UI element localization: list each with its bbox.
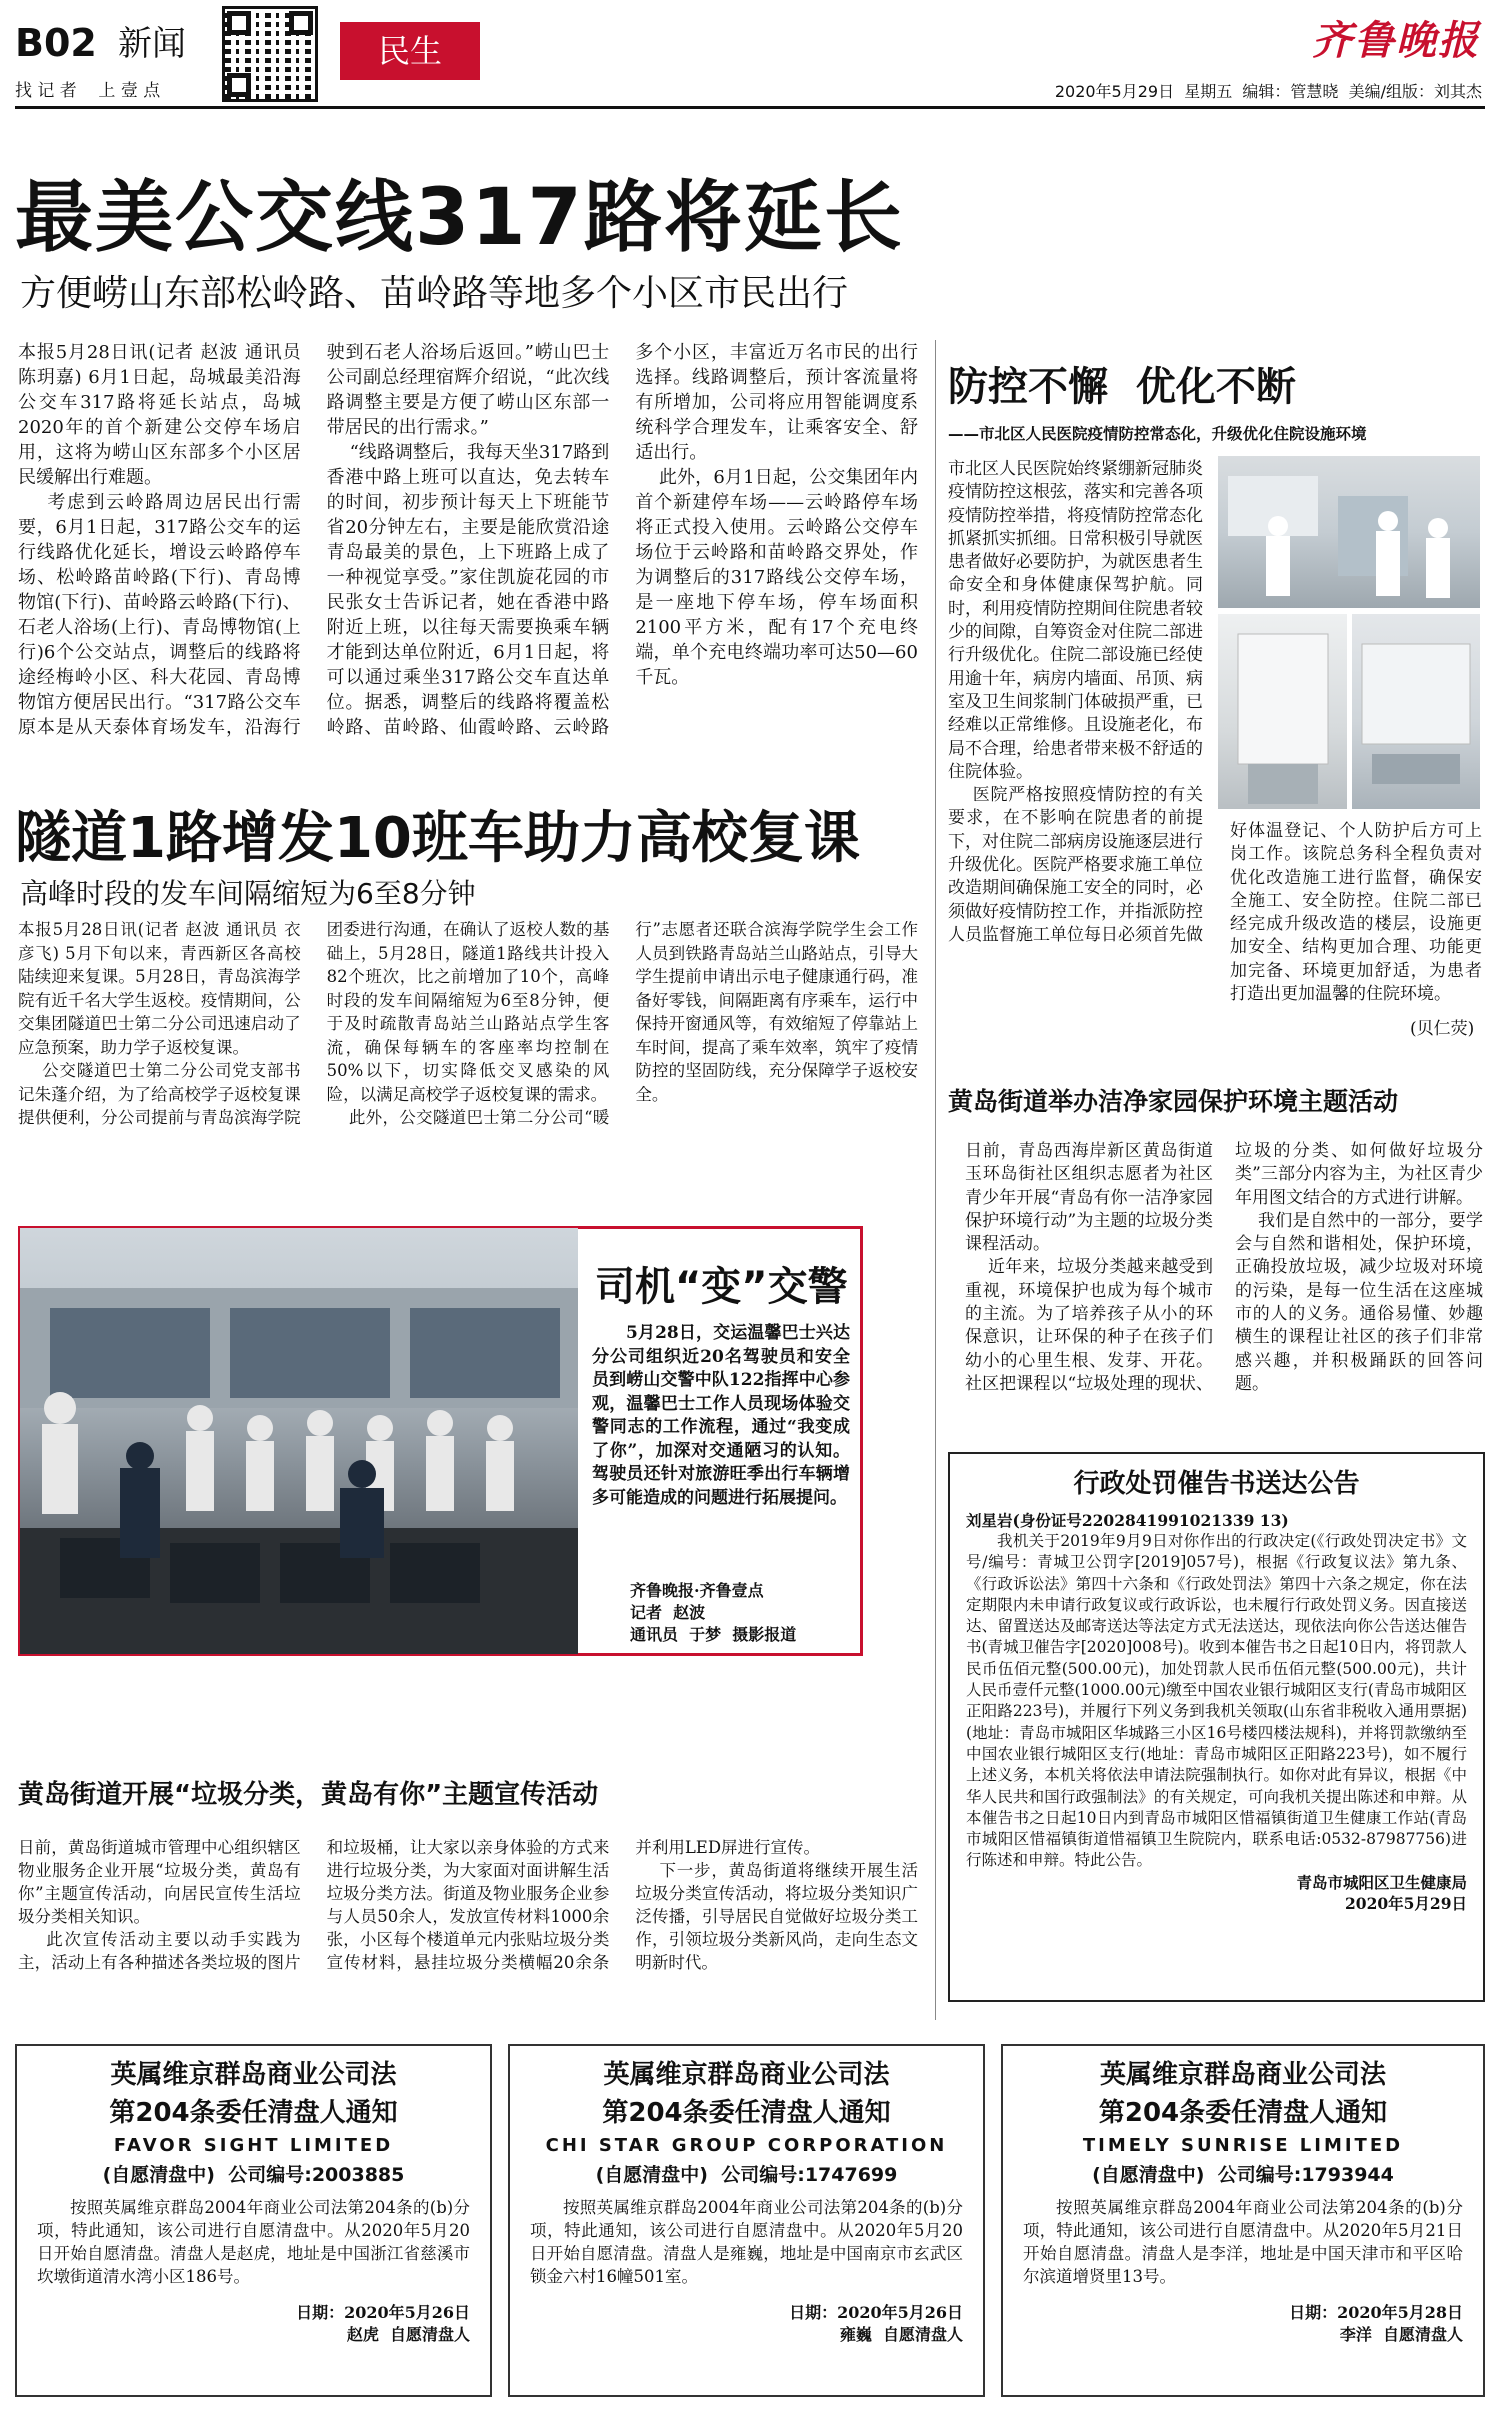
notice-2-date: 日期：2020年5月26日 [789, 2303, 963, 2322]
column-tab-label: 民生 [377, 32, 442, 70]
notice-3-signer: 李洋 自愿清盘人 [1339, 2325, 1463, 2344]
penalty-notice-title: 行政处罚催告书送达公告 [1073, 1469, 1360, 1499]
notice-3-title-1: 英属维京群岛商业公司法 [1099, 2060, 1386, 2090]
page-number: B02 [15, 21, 97, 65]
hospital-subtitle: ——市北区人民医院疫情防控常态化，升级优化住院设施环境 [948, 425, 1367, 443]
waste-body: 日前，黄岛街道城市管理中心组织辖区物业服务企业开展“垃圾分类，黄岛有你”主题宣传活动，向居民宣传生活垃圾分类相关知识。 此次宣传活动主要以动手实践为主，活动上有各种描述各类垃圾的图片和垃圾桶，让大家以亲身体验的方式来进行垃圾分类，为大家面对面讲解生活垃圾分类方法。街道及物业服务企业参与人员50余人，发放宣传材料1000余张，小区每个楼道单元内张贴垃圾分类宣传材料，悬挂垃圾分类横幅20余条并利用LED屏进行宣传。 下一步，黄岛街道将继续开展生活垃圾分类宣传活动，将垃圾分类知识广泛传播，引导居民自觉做好垃圾分类工作，引领垃圾分类新风尚，走向生态文明新时代。 [18, 1838, 918, 1972]
notice-1-title-2: 第204条委任清盘人通知 [109, 2098, 398, 2128]
photo-credit-3: 通讯员 于梦 摄影报道 [630, 1625, 797, 1644]
hospital-body-bottom: 好体温登记、个人防护后方可上岗工作。该院总务科全程负责对优化改造施工进行监督，确保安全施工、安全防控。住院二部已经完成升级改造的楼层，设施更加安全、结构更加合理、功能更加完备、环境更加舒适，为患者打造出更加温馨的住院环境。 [1230, 821, 1482, 1005]
photo-credit-2: 记者 赵波 [630, 1603, 706, 1622]
env-headline: 黄岛街道举办洁净家园保护环境主题活动 [948, 1087, 1399, 1116]
photo-story-title: 司机“变”交警 [595, 1264, 848, 1310]
notice-2-signer: 雍巍 自愿清盘人 [839, 2325, 963, 2344]
ward-photo-1 [1218, 456, 1480, 608]
notice-1-company: FAVOR SIGHT LIMITED [113, 2135, 394, 2156]
notice-1-body: 按照英属维京群岛2004年商业公司法第204条的(b)分项，特此通知，该公司进行自愿清盘中。从2020年5月20日开始自愿清盘。清盘人是赵虎，地址是中国浙江省慈溪市坎墩街道清水湾小区186号。 [37, 2198, 470, 2286]
notice-3-title-2: 第204条委任清盘人通知 [1098, 2098, 1388, 2128]
penalty-notice [948, 1452, 1485, 2002]
photo-story-body: 5月28日，交运温馨巴士兴达分公司组织近20名驾驶员和安全员到崂山交警中队122指挥中心参观，温馨巴士工作人员现场体验交警同志的工作流程，通过“我变成了你”，加深对交通陋习的认知。驾驶员还针对旅游旺季出行车辆增多可能造成的问题进行拓展提问。 [592, 1323, 850, 1508]
lead-body: 本报5月28日讯(记者 赵波 通讯员 陈玥嘉) 6月1日起，岛城最美沿海公交车317路将延长站点，岛城2020年的首个新建公交停车场启用，这将为崂山区东部多个小区居民缓解出行难题。 考虑到云岭路周边居民出行需要，6月1日起，317路公交车的运行线路优化延长，增设云岭路停车场、松岭路苗岭路(下行)、青岛博物馆(下行)、苗岭路云岭路(下行)、石老人浴场(上行)、青岛博物馆(上行)6个公交站点，调整后的线路将途经梅岭小区、科大花园、青岛博物馆方便居民出行。“317路公交车原本是从天泰体育场发车，沿海行驶到石老人浴场后返回。”崂山巴士公司副总经理宿辉介绍说，“此次线路调整主要是方便了崂山区东部一带居民的出行需求。” “线路调整后，我每天坐317路到香港中路上班可以直达，免去转车的时间，初步预计每天上下班能节省20分钟左右，主要是能欣赏沿途青岛最美的景色，上下班路上成了一种视觉享受。”家住凯旋花园的市民张女士告诉记者，她在香港中路附近上班，以往每天需要换乘车辆才能到达单位附近，6月1日起，将可以通过乘坐317路公交车直达单位。据悉，调整后的线路将覆盖松岭路、苗岭路、仙霞岭路、云岭路多个小区，丰富近万名市民的出行选择。线路调整后，预计客流量将有所增加，公司将应用智能调度系统科学合理发车，让乘客安全、舒适出行。 此外，6月1日起，公交集团年内首个新建停车场——云岭路停车场将正式投入使用。云岭路公交停车场位于云岭路和苗岭路交界处，作为调整后的317路线公交停车场，是一座地下停车场，停车场面积2100平方米，配有17个充电终端，单个充电终端功率可达50—60千瓦。 [18, 342, 918, 738]
notice-1-title-1: 英属维京群岛商业公司法 [110, 2060, 397, 2090]
notice-1-signer: 赵虎 自愿清盘人 [346, 2325, 470, 2344]
notice-2-body: 按照英属维京群岛2004年商业公司法第204条的(b)分项，特此通知，该公司进行自愿清盘中。从2020年5月20日开始自愿清盘。清盘人是雍巍，地址是中国南京市玄武区锁金六村16幢501室。 [530, 2198, 963, 2286]
notice-2-title-1: 英属维京群岛商业公司法 [603, 2060, 890, 2090]
env-body: 日前，青岛西海岸新区黄岛街道玉环岛街社区组织志愿者为社区青少年开展“青岛有你一洁净家园保护环境行动”为主题的垃圾分类课程活动。 近年来，垃圾分类越来越受到重视，环境保护也成为每个城市的主流。为了培养孩子从小的环保意识，让环保的种子在孩子们幼小的心里生根、发芽、开花。社区把课程以“垃圾处理的现状、垃圾的分类、如何做好垃圾分类”三部分内容为主，为社区青少年用图文结合的方式进行讲解。 我们是自然中的一部分，要学会与自然和谐相处，保护环境，正确投放垃圾，减少垃圾对环境的污染，是每一位生活在这座城市的人的义务。通俗易懂、妙趣横生的课程让社区的孩子们非常感兴趣，并积极踊跃的回答问题。 [965, 1141, 1483, 1394]
section-name: 新闻 [118, 24, 186, 64]
penalty-body: 我机关于2019年9月9日对你作出的行政决定(《行政处罚决定书》文号/编号：青城卫公罚字[2019]057号)，根据《行政复议法》第九条、《行政诉讼法》第四十六条和《行政处罚法》第四十六条之规定，你在法定期限内未申请行政复议或行政诉讼，也未履行行政处罚义务。因直接送达、留置送达及邮寄送达等法定方式无法送达，现依法向你公告送达催告书(青城卫催告字[2020]008号)。收到本催告书之日起10日内，将罚款人民币伍佰元整(500.00元)，加处罚款人民币伍佰元整(500.00元)，共计人民币壹仟元整(1000.00元)缴至中国农业银行城阳区支行(青岛市城阳区正阳路223号)，并履行下列义务到我机关领取(山东省非税收入通用票据)(地址：青岛市城阳区华城路三小区16号楼四楼法规科)，并将罚款缴纳至中国农业银行城阳区支行(地址：青岛市城阳区正阳路223号)，如不履行上述义务，本机关将依法申请法院强制执行。如你对此有异议，根据《中华人民共和国行政强制法》的有关规定，可向我机关提出陈述和申辩。从本催告书之日起10日内到青岛市城阳区惜福镇街道卫生健康工作站(青岛市城阳区惜福镇街道惜福镇卫生院院内，联系电话:0532-87987756)进行陈述和申辩。特此公告。 [966, 1532, 1467, 1870]
lead-headline: 最美公交线317路将延长 [15, 173, 904, 263]
hospital-body-top: 市北区人民医院始终紧绷新冠肺炎疫情防控这根弦，落实和完善各项疫情防控举措，将疫情防控常态化抓紧抓实抓细。日常积极引导就医患者做好必要防护，为就医患者生命安全和身体健康保驾护航。同时，利用疫情防控期间住院患者较少的间隙，自筹资金对住院二部进行升级优化。住院二部设施已经使用逾十年，病房内墙面、吊顶、病室及卫生间浆制门体破损严重，已经难以正常维修。且设施老化，布局不合理，给患者带来极不舒适的住院体验。 医院严格按照疫情防控的有关要求，在不影响在院患者的前提下，对住院二部病房设施逐层进行升级优化。医院严格要求施工单位改造期间确保施工安全的同时，必须做好疫情防控工作，并指派防控人员监督施工单位每日必须首先做 [948, 459, 1203, 945]
liquidation-notice-2 [508, 2044, 985, 2397]
notice-1-company-no: (自愿清盘中) 公司编号:2003885 [102, 2164, 405, 2186]
penalty-date: 2020年5月29日 [1345, 1893, 1467, 1913]
penalty-addressee: 刘星岩(身份证号2202841991021339 13) [966, 1511, 1289, 1530]
ward-photo-2 [1218, 614, 1347, 809]
lead-subtitle: 方便崂山东部松岭路、苗岭路等地多个小区市民出行 [20, 273, 849, 314]
tunnel-body: 本报5月28日讯(记者 赵波 通讯员 衣彦飞) 5月下旬以来，青西新区各高校陆续迎来复课。5月28日，青岛滨海学院有近千名大学生返校。疫情期间，公交集团隧道巴士第二分公司迅速启动了应急预案，助力学子返校复课。 公交隧道巴士第二分公司党支部书记朱蓬介绍，为了给高校学子返校复课提供便利，分公司提前与青岛滨海学院团委进行沟通，在确认了返校人数的基础上，5月28日，隧道1路线共计投入82个班次，比之前增加了10个，高峰时段的发车间隔缩短为6至8分钟，便于及时疏散青岛站兰山路站点学生客流，确保每辆车的客座率均控制在50%以下，切实降低交叉感染的风险，以满足高校学子返校复课的需求。 此外，公交隧道巴士第二分公司“暖行”志愿者还联合滨海学院学生会工作人员到铁路青岛站兰山路站点，引导大学生提前申请出示电子健康通行码，准备好零钱，间隔距离有序乘车，运行中保持开窗通风等，有效缩短了停靠站上车时间，提高了乘车效率，筑牢了疫情防控的坚固防线，充分保障学子返校安全。 [18, 920, 918, 1127]
traffic-control-photo [20, 1228, 578, 1654]
liquidation-notice-3 [1001, 2044, 1485, 2397]
notice-2-company-no: (自愿清盘中) 公司编号:1747699 [595, 2164, 898, 2186]
notice-2-company: CHI STAR GROUP CORPORATION [545, 2135, 948, 2156]
notice-2-title-2: 第204条委任清盘人通知 [602, 2098, 891, 2128]
date-line: 2020年5月29日 星期五 编辑：管慧晓 美编/组版：刘其杰 [1054, 82, 1482, 101]
photo-credit-1: 齐鲁晚报·齐鲁壹点 [630, 1581, 764, 1600]
slogan: 找 记 者 上 壹 点 [15, 81, 161, 101]
notice-3-date: 日期：2020年5月28日 [1289, 2303, 1463, 2322]
notice-1-date: 日期：2020年5月26日 [296, 2303, 470, 2322]
tunnel-subtitle: 高峰时段的发车间隔缩短为6至8分钟 [20, 877, 476, 910]
notice-3-body: 按照英属维京群岛2004年商业公司法第204条的(b)分项，特此通知，该公司进行自愿清盘中。从2020年5月21日开始自愿清盘。清盘人是李洋，地址是中国天津市和平区哈尔滨道增贤里13号。 [1023, 2198, 1463, 2286]
hospital-headline: 防控不懈 优化不断 [948, 364, 1296, 410]
liquidation-notice-1 [15, 2044, 492, 2397]
qr-code-icon [222, 6, 318, 102]
notice-3-company: TIMELY SUNRISE LIMITED [1082, 2135, 1404, 2156]
ward-photo-3 [1352, 614, 1480, 809]
notice-3-company-no: (自愿清盘中) 公司编号:1793944 [1092, 2164, 1394, 2186]
waste-headline: 黄岛街道开展“垃圾分类，黄岛有你”主题宣传活动 [18, 1780, 599, 1810]
penalty-issuer: 青岛市城阳区卫生健康局 [1296, 1872, 1467, 1892]
paper-logo: 齐鲁晚报 [1312, 17, 1480, 64]
column-tab [340, 22, 480, 80]
tunnel-headline: 隧道1路增发10班车助力高校复课 [15, 806, 860, 871]
hospital-byline: (贝仁荧) [1410, 1019, 1475, 1039]
